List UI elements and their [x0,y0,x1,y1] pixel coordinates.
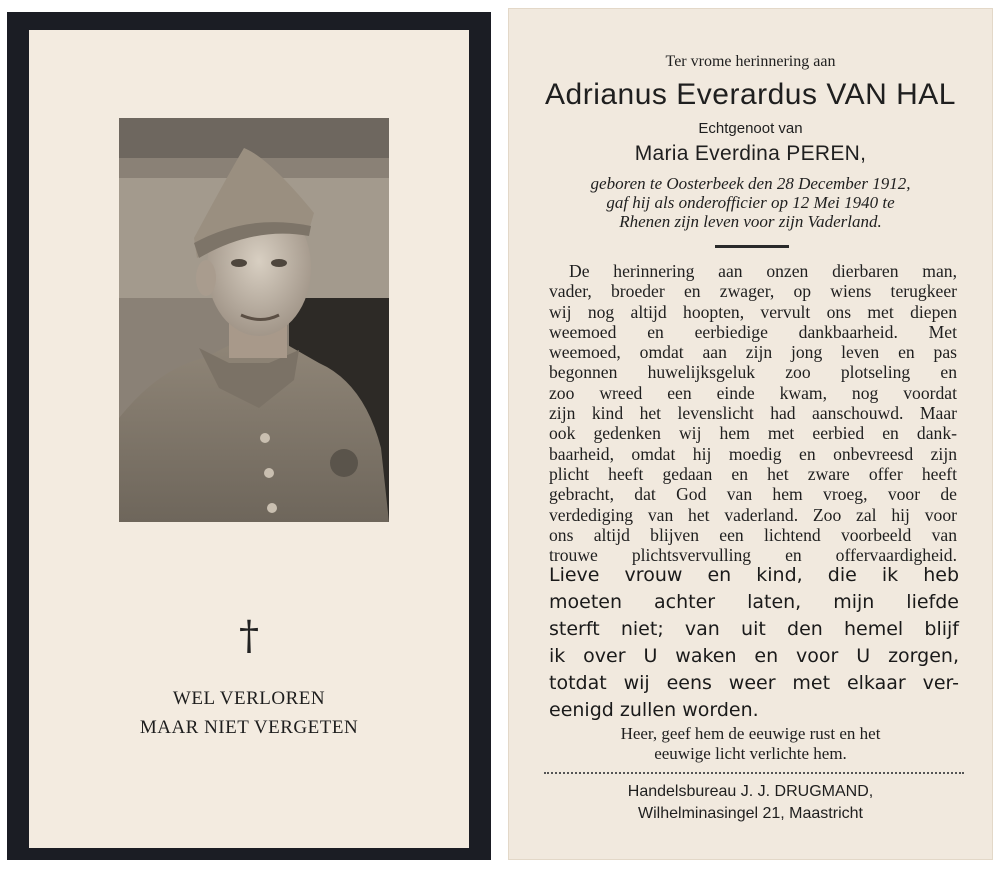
body-line: zijn kind het levenslicht had aanschouwd. Maar [549,403,957,424]
farewell-line: eenigd zullen worden. [549,699,759,721]
remembrance-text [549,261,957,565]
bio-line: geboren te Oosterbeek den 28 December 1912, [590,174,911,193]
prayer [508,724,993,764]
prayer-line: Heer, geef hem de eeuwige rust en het [620,724,881,743]
body-line: plicht heeft gedaan en het zware offer heeft [549,463,957,484]
body-line: verdediging van het vaderland. Zoo zal hij voor [549,504,957,525]
body-line: gebracht, dat God van hem vroeg, voor de [549,484,957,505]
body-line: vader, broeder en zwager, op wiens terugkeer [549,281,957,302]
mourning-card-back [508,8,993,860]
printer-imprint [508,781,993,825]
body-line: zoo wreed een einde kwam, nog voordat [549,382,957,403]
soldier-portrait-photo [119,118,389,522]
bio-line: Rhenen zijn leven voor zijn Vaderland. [619,212,882,231]
farewell-line: ik over U waken en voor U zorgen, [549,645,959,667]
body-line: baarheid, omdat hij moedig en onbevreesd zijn [549,443,957,464]
motto-line-2: MAAR NIET VERGETEN [139,717,359,738]
body-line: begonnen huwelijksgeluk zoo plotseling en [549,362,957,383]
spouse-name: Maria Everdina PEREN, [634,142,867,165]
body-line: wij nog altijd hoopten, vervult ons met diepen [549,301,957,322]
mourning-card-front [7,12,491,860]
card-front-panel [29,30,469,848]
spouse-label: Echtgenoot van [698,120,803,137]
cross-icon: † [239,613,259,659]
body-line: weemoed en eerbiedige dankbaarheid. Met [549,321,957,342]
printer-line: Wilhelminasingel 21, Maastricht [638,805,863,822]
farewell-line: totdat wij eens weer met elkaar ver- [549,672,959,694]
motto-line-1: WEL VERLOREN [172,688,326,709]
biography [508,174,993,231]
body-line: weemoed, omdat aan zijn jong leven en pas [549,342,957,363]
printer-line: Handelsbureau J. J. DRUGMAND, [627,783,874,800]
prayer-line: eeuwige licht verlichte hem. [654,744,847,763]
intro-text: Ter vrome herinnering aan [665,53,836,70]
farewell-line: sterft niet; van uit den hemel blijf [549,618,959,640]
farewell-message [549,562,959,724]
deceased-name: Adrianus Everardus VAN HAL [545,78,956,111]
body-line: trouwe plichtsvervulling en offervaardigheid. [549,545,957,566]
bio-line: gaf hij als onderofficier op 12 Mei 1940 te [606,193,895,212]
body-line: ons altijd blijven een lichtend voorbeeld van [549,524,957,545]
portrait-illustration [119,118,389,522]
body-line: De herinnering aan onzen dierbaren man, [569,261,957,281]
divider-rule [715,245,789,248]
farewell-line: Lieve vrouw en kind, die ik heb [549,564,959,586]
farewell-line: moeten achter laten, mijn liefde [549,591,959,613]
body-line: ook gedenken wij hem met eerbied en dank- [549,423,957,444]
dotted-divider [544,772,964,774]
